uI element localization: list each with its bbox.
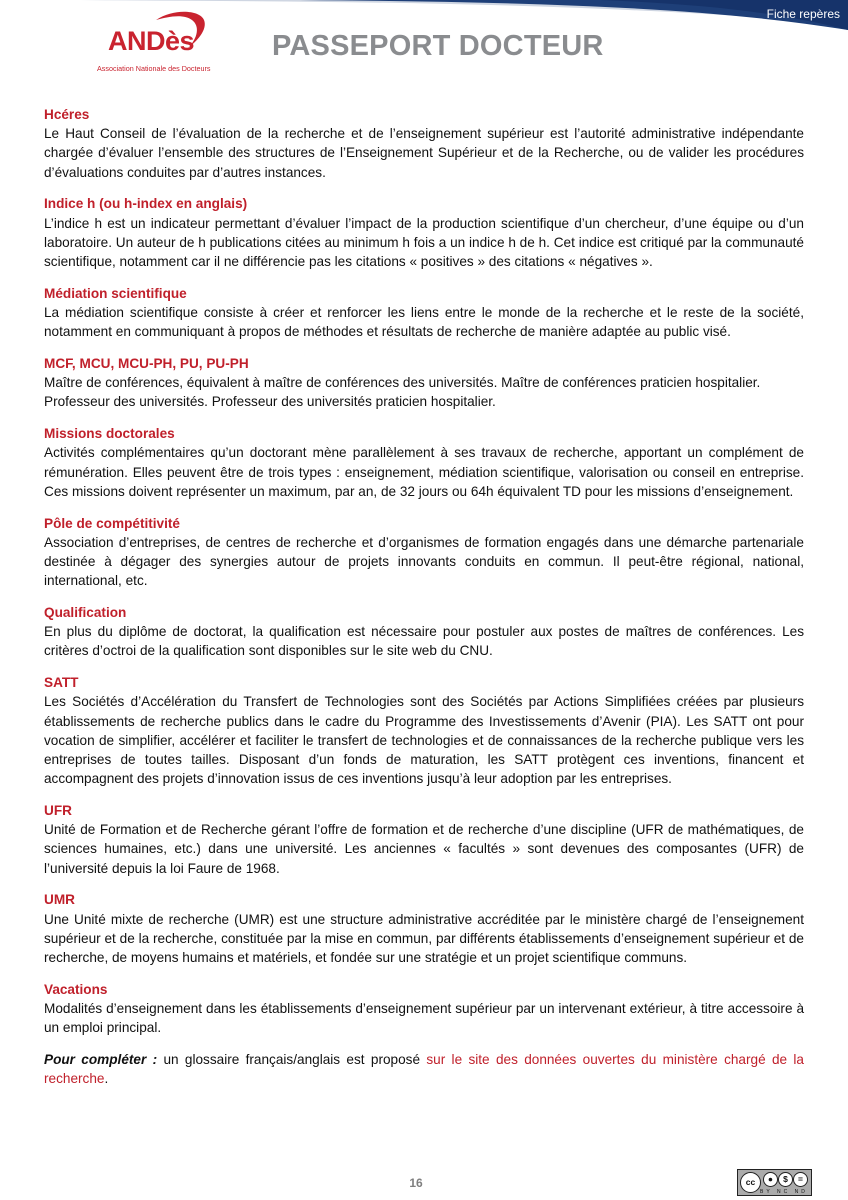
cc-icon: cc — [740, 1172, 761, 1193]
entry-definition: En plus du diplôme de doctorat, la qualification est nécessaire pour postuler aux postes de maîtres de conférences. Les critères d’octroi de la qualification sont disponibles sur le site web du CNU. — [44, 624, 804, 659]
section-label: Fiche repères — [766, 7, 840, 21]
glossary-entry-pole — [44, 514, 804, 591]
glossary-entry-indice-h — [44, 194, 804, 271]
entry-definition: Le Haut Conseil de l’évaluation de la recherche et de l’enseignement supérieur est l’autorité administrative indépendante chargée d’évaluer l’ensemble des structures de l’Enseignement Supérieur et de la Recherche, ou de valider les procédures d’évaluations conduites par d’autres instances. — [44, 126, 804, 180]
glossary-entry-vacations — [44, 980, 804, 1038]
by-person-icon: ● — [763, 1172, 778, 1187]
document-title: PASSEPORT DOCTEUR — [272, 30, 604, 62]
entry-definition: Activités complémentaires qu’un doctorant mène parallèlement à ses travaux de recherche, apportant un complément de rémunération. Elles peuvent être de trois types : enseignement, médiation scientifique, valorisation ou conseil en entreprise. Ces missions doivent représenter un maximum, par an, de 32 jours ou 64h équivalent TD pour les missions d’enseignement. — [44, 445, 804, 499]
glossary-entry-umr — [44, 890, 804, 967]
glossary-entry-ufr — [44, 801, 804, 878]
entry-definition: La médiation scientifique consiste à créer et renforcer les liens entre le monde de la recherche et le reste de la société, notamment en communiquant à propos de méthodes et résultats de recherche de manière adaptée au public visé. — [44, 305, 804, 340]
license-nc: NC — [776, 1189, 791, 1195]
glossary-entry-satt — [44, 673, 804, 788]
entry-term: MCF, MCU, MCU-PH, PU, PU-PH — [44, 356, 249, 372]
nd-equals-icon: = — [793, 1172, 808, 1187]
closing-lead: Pour compléter : — [44, 1052, 158, 1068]
entry-definition: Association d’entreprises, de centres de recherche et d’organismes de formation engagés dans une démarche partenariale destinée à dégager des synergies autour de projets innovants conduits en commun. Il peut-être régional, national, international, etc. — [44, 534, 804, 589]
creative-commons-badge[interactable] — [737, 1169, 812, 1196]
license-labels — [760, 1189, 808, 1195]
glossary-entry-qualification — [44, 603, 804, 661]
glossary-entry-mediation — [44, 284, 804, 342]
entry-term: Qualification — [44, 605, 127, 621]
nc-dollar-icon: $ — [778, 1172, 793, 1187]
entry-term: UMR — [44, 892, 75, 908]
glossary-entry-mcf — [44, 354, 804, 412]
logo-text: ANDès — [108, 26, 195, 56]
glossary-entry-hceres — [44, 105, 804, 182]
entry-definition: Unité de Formation et de Recherche gérant l’offre de formation et de recherche d’une discipline (UFR de mathématiques, de sciences humaines, etc.) dans une université. Les anciennes « facultés » sont devenues des composantes (UFR) de l’université depuis la loi Faure de 1968. — [44, 822, 804, 876]
entry-definition: L’indice h est un indicateur permettant d’évaluer l’impact de la production scientifique d’un chercheur, d’une équipe ou d’un laboratoire. Un auteur de h publications citées au minimum h fois a un indice h de h. Cet indice est critiqué par la communauté scientifique, notamment car il ne différencie pas les citations « positives » des citations « négatives ». — [44, 215, 804, 270]
glossary-entry-missions — [44, 424, 804, 501]
entry-definition: Les Sociétés d’Accélération du Transfert de Technologies sont des Sociétés par Actions Simplifiées créées par plusieurs établissements de recherche publics dans le cadre du Programme des Investissements d’Avenir (PIA). Les SATT ont pour vocation de simplifier, accélérer et faciliter le transfert de technologies et de connaissances de la recherche publique vers les entreprises de toutes tailles. Disposant d’un fonds de maturation, les SATT protègent ces inventions, financent et accompagnent des projets d’innovation issus de ces inventions jusqu’à leur adoption par les entreprises. — [44, 694, 804, 787]
page-number: 16 — [409, 1176, 423, 1190]
entry-term: Indice h (ou h-index en anglais) — [44, 196, 248, 212]
entry-definition: Modalités d’enseignement dans les établissements d’enseignement supérieur par un intervenant extérieur, à titre accessoire à un emploi principal. — [44, 1001, 804, 1036]
entry-definition: Une Unité mixte de recherche (UMR) est une structure administrative accréditée par le ministère chargé de l’enseignement supérieur et de la recherche, constituée par la mise en commun, par différents établissements d’enseignement supérieur et de recherche, de moyens humains et matériels, et fondée sur une stratégie et un projet scientifique communs. — [44, 911, 804, 966]
glossary-content — [44, 105, 804, 1088]
entry-term: SATT — [44, 675, 79, 691]
entry-term: Hcéres — [44, 107, 90, 122]
logo-subtitle: Association Nationale des Docteurs — [97, 64, 211, 73]
entry-term: UFR — [44, 803, 72, 819]
closing-note — [44, 1050, 804, 1088]
entry-term: Vacations — [44, 981, 108, 997]
entry-term: Pôle de compétitivité — [44, 515, 180, 531]
closing-end: . — [104, 1071, 109, 1087]
entry-definition: Maître de conférences, équivalent à maître de conférences des universités. Maître de conférences praticien hospitalier. Professeur des universités. Professeur des universités praticien hospitalier. — [44, 375, 761, 410]
entry-term: Médiation scientifique — [44, 285, 187, 301]
open-data-link[interactable]: sur le site des données ouvertes du ministère chargé de la recherche — [44, 1052, 804, 1087]
license-by: BY — [760, 1189, 773, 1195]
license-nd: ND — [794, 1189, 808, 1195]
closing-text: un glossaire français/anglais est proposé — [157, 1052, 427, 1068]
entry-term: Missions doctorales — [44, 426, 175, 442]
